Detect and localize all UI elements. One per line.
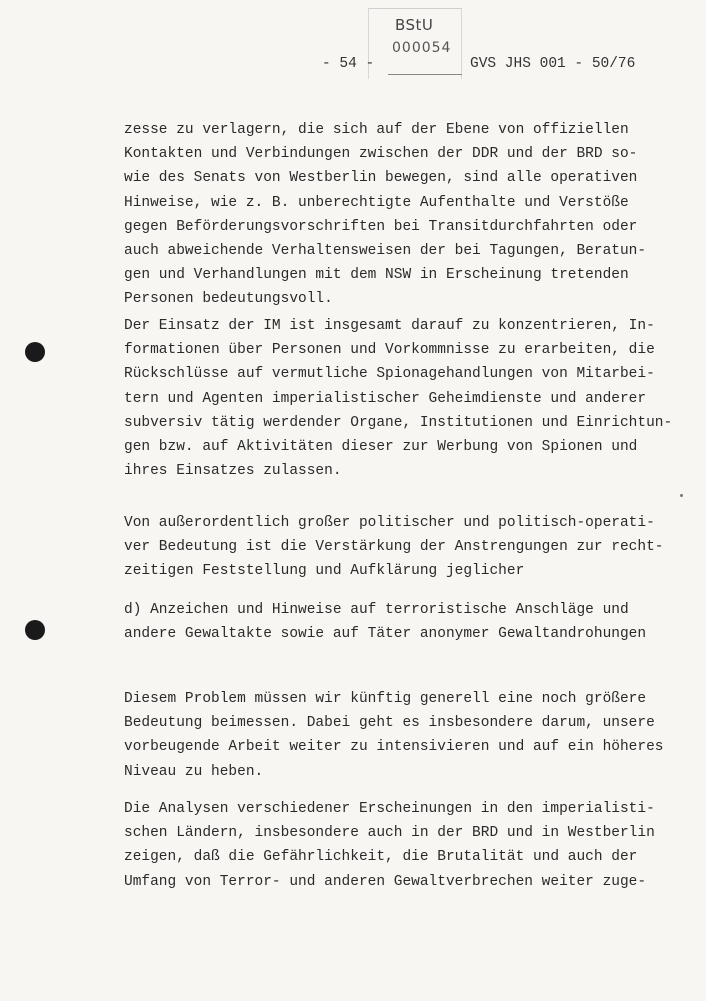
- paragraph-4-list-item-d: d) Anzeichen und Hinweise auf terroristische Anschläge und andere Gewaltakte sowie auf Täter anonymer Gewaltandrohungen: [124, 602, 647, 643]
- paper-speck: [680, 494, 683, 497]
- paragraph-3: Von außerordentlich großer politischer und politisch-operati- ver Bedeutung ist die Verstärkung der Anstrengungen zur recht- zeitigen Feststellung und Aufklärung jeglicher: [124, 515, 664, 580]
- punch-hole-bottom: [25, 620, 45, 640]
- stamp-number: 000054: [392, 40, 452, 56]
- paragraph-1: zesse zu verlagern, die sich auf der Ebene von offiziellen Kontakten und Verbindungen zwischen der DDR und der BRD so- wie des Senats von Westberlin bewegen, sind alle operativen Hinweise, wie z. B. unberechtigte Aufenthalte und Verstöße gegen Beförderungsvorschriften bei Transitdurchfahrten oder auch abweichende Verhaltensweisen der bei Tagungen, Beratun- gen und Verhandlungen mit dem NSW in Erscheinung tretenden Personen bedeutungsvoll.: [124, 122, 647, 308]
- stamp-organization: BStU: [395, 16, 434, 34]
- stamp-underline: [388, 74, 462, 75]
- page-number: - 54 -: [322, 56, 375, 72]
- document-reference: GVS JHS 001 - 50/76: [470, 56, 636, 72]
- paragraph-5: Diesem Problem müssen wir künftig generell eine noch größere Bedeutung beimessen. Dabei geht es insbesondere darum, unsere vorbeugende Arbeit weiter zu intensivieren und auf ein höheres Niveau zu heben.: [124, 691, 664, 780]
- punch-hole-top: [25, 342, 45, 362]
- paragraph-6: Die Analysen verschiedener Erscheinungen in den imperialisti- schen Ländern, insbesondere auch in der BRD und in Westberlin zeigen, daß die Gefährlichkeit, die Brutalität und auch der Umfang von Terror- und anderen Gewaltverbrechen weiter zuge-: [124, 801, 655, 890]
- paragraph-2: Der Einsatz der IM ist insgesamt darauf zu konzentrieren, In- formationen über Personen und Vorkommnisse zu erarbeiten, die Rückschlüsse auf vermutliche Spionagehandlungen von Mitarbei- tern und Agenten imperialistischer Geheimdienste und anderer subversiv tätig werdender Organe, Institutionen und Einrichtun- gen bzw. auf Aktivitäten dieser zur Werbung von Spionen und ihres Einsatzes zulassen.: [124, 318, 673, 480]
